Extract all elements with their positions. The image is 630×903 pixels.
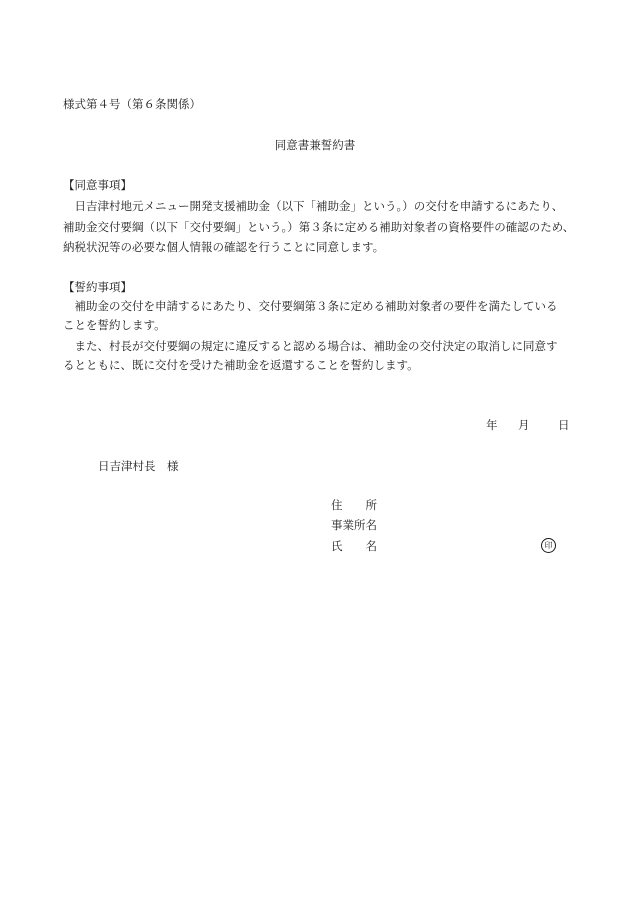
seal-icon: 印 xyxy=(541,538,556,553)
date-year-label: 年 xyxy=(486,418,498,432)
pledge-line: 補助金の交付を申請するにあたり、交付要綱第３条に定める補助対象者の要件を満たしている xyxy=(63,299,558,313)
consent-line: 納税状況等の必要な個人情報の確認を行うことに同意します。 xyxy=(63,240,385,254)
consent-line: 日吉津村地元メニュー開発支援補助金（以下「補助金」という。）の交付を申請するにあたり、 xyxy=(63,199,564,213)
pledge-line: ことを誓約します。 xyxy=(63,318,166,332)
date-line xyxy=(486,418,570,432)
business-name-label: 事業所名 xyxy=(331,518,377,532)
pledge-line: また、村長が交付要綱の規定に違反すると認める場合は、補助金の交付決定の取消しに同意す xyxy=(63,339,558,353)
date-day-label: 日 xyxy=(558,418,570,432)
name-label: 氏 名 xyxy=(331,539,377,553)
consent-line: 補助金交付要綱（以下「交付要綱」という。）第３条に定める補助対象者の資格要件の確認のため、 xyxy=(63,220,575,234)
date-month-label: 月 xyxy=(518,418,530,432)
address-label: 住 所 xyxy=(331,498,377,512)
addressee: 日吉津村長 様 xyxy=(98,459,179,473)
form-number: 様式第４号（第６条関係） xyxy=(63,97,201,111)
consent-heading: 【同意事項】 xyxy=(63,178,132,192)
pledge-line: るとともに、既に交付を受けた補助金を返還することを誓約します。 xyxy=(63,358,419,372)
document-title: 同意書兼誓約書 xyxy=(274,138,356,152)
pledge-heading: 【誓約事項】 xyxy=(63,280,132,294)
